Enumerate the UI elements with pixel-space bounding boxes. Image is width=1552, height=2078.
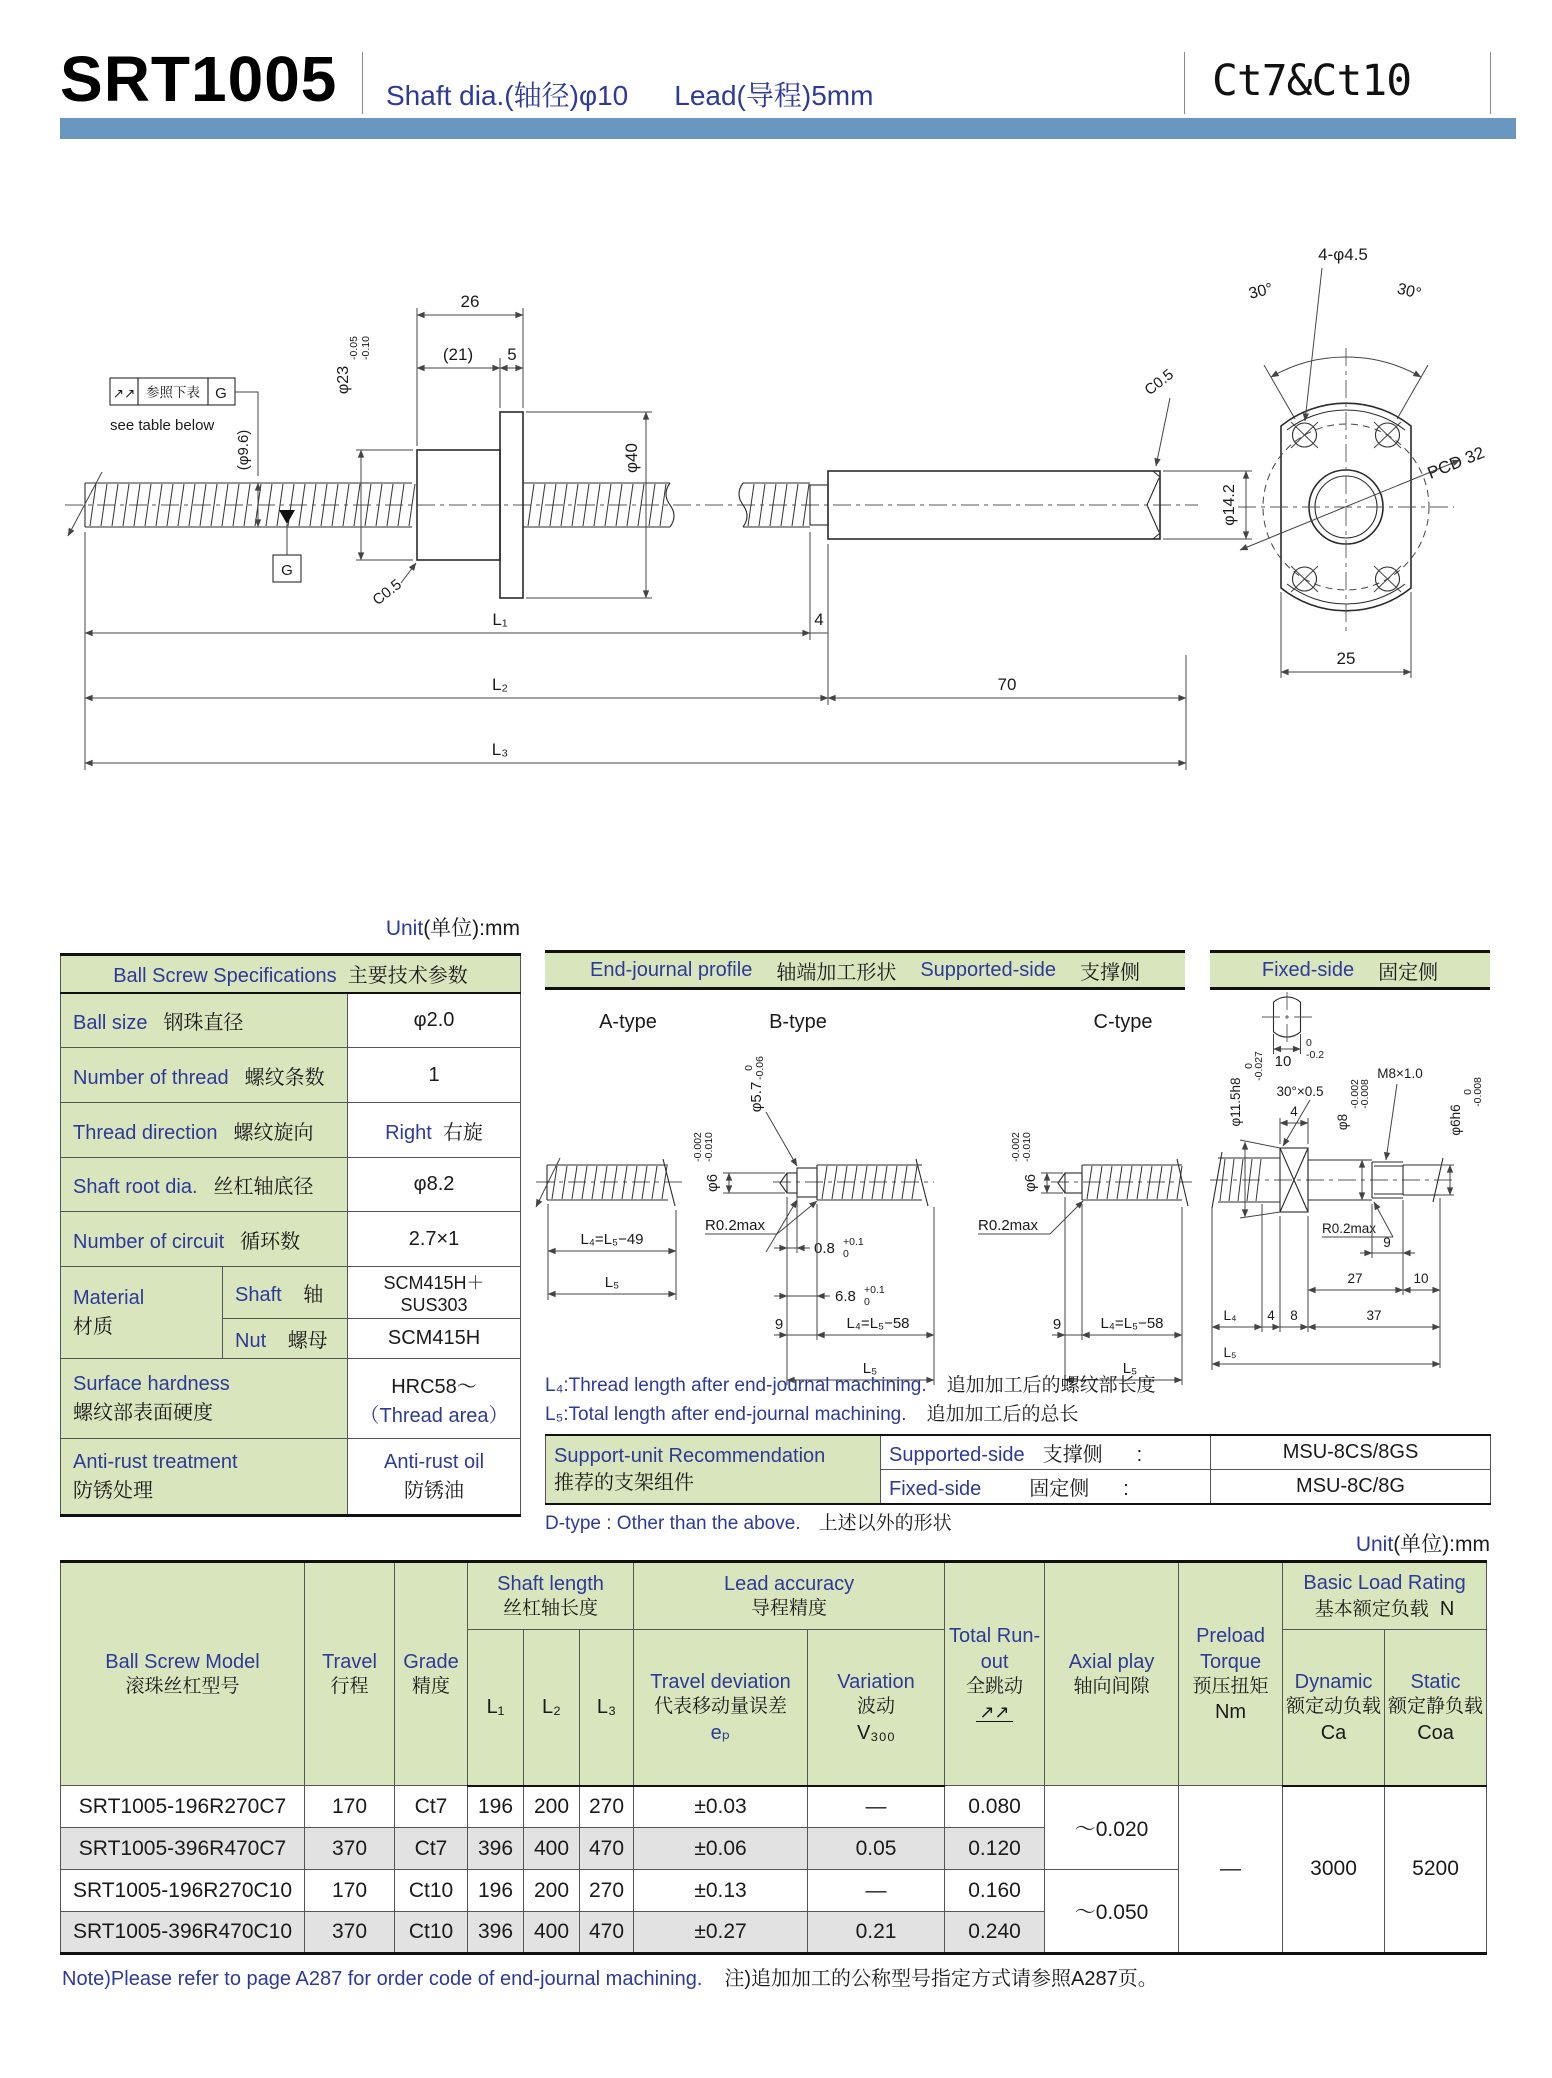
fixed-side-end-view xyxy=(1262,992,1324,1070)
fs-chamfer-dim: 30°×0.5 xyxy=(1276,1084,1324,1099)
end-journal-profiles-drawing xyxy=(530,1000,1190,1400)
fs-8-dim: 8 xyxy=(1290,1308,1298,1323)
l4-note: L₄:Thread length after end-journal machining. 追加加工后的螺纹部长度 xyxy=(545,1375,1156,1396)
fs-L5-dim: L₅ xyxy=(1223,1345,1237,1360)
fixed-side-section-header: Fixed-side 固定侧 xyxy=(1210,950,1490,990)
flange-end-view xyxy=(1238,245,1487,678)
see-table-below-label: see table below xyxy=(110,417,215,434)
support-unit-title: Support-unit Recommendation 推荐的支架组件 xyxy=(546,1435,881,1504)
dim-phi14-2: φ14.2 xyxy=(1221,484,1238,526)
col-header-preload: Preload Torque 预压扭矩 Nm xyxy=(1179,1562,1283,1786)
fs-10b-dim: 10 xyxy=(1413,1271,1429,1286)
fs-phi115-dim: φ11.5h8 xyxy=(1228,1077,1243,1127)
fs-phi8-tol-lower: -0.008 xyxy=(1359,1079,1371,1109)
b-type-label: B-type xyxy=(769,1011,827,1033)
fixed-side-journal-drawing xyxy=(1210,1051,1484,1370)
b-08-tol-lower: 0 xyxy=(843,1248,849,1260)
spec-table-title: Ball Screw Specifications 主要技术参数 xyxy=(61,955,521,993)
fs-10-tol-upper: 0 xyxy=(1306,1037,1312,1049)
c-phi6-dim: φ6 xyxy=(1022,1173,1039,1193)
fs-phi115-tol-lower: -0.027 xyxy=(1253,1051,1265,1081)
a-L4-dim: L₄=L₅−49 xyxy=(580,1231,644,1248)
supported-side-label: Supported-side 支撑侧 : xyxy=(881,1435,1211,1470)
col-header-L3: L₃ xyxy=(580,1630,634,1786)
dim-pcd32: PCD 32 xyxy=(1424,442,1488,483)
fixed-side-value: MSU-8C/8G xyxy=(1211,1470,1491,1505)
spec-thread-direction-label: Thread direction 螺纹旋向 xyxy=(61,1103,348,1158)
col-header-runout: Total Run-out 全跳动 ↗↗ xyxy=(945,1562,1045,1786)
dim-26: 26 xyxy=(460,292,480,311)
fs-phi6h6-dim: φ6h6 xyxy=(1448,1104,1463,1136)
d-type-note: D-type : Other than the above. 上述以外的形状 xyxy=(545,1513,952,1534)
datum-g-label: G xyxy=(215,385,227,402)
l5-note: L₅:Total length after end-journal machining. 追加加工后的总长 xyxy=(545,1404,1079,1425)
spec-antirust-value: Anti-rust oil 防锈油 xyxy=(348,1439,521,1516)
model-data-table xyxy=(60,1560,1487,1955)
c-phi6-tol-lower: -0.010 xyxy=(1021,1132,1033,1162)
a-L5-dim: L₅ xyxy=(604,1274,620,1291)
col-header-axial-play: Axial play 轴向间隙 xyxy=(1045,1562,1179,1786)
fs-phi6h6-tol-upper: 0 xyxy=(1462,1089,1474,1095)
fs-phi115-tol-upper: 0 xyxy=(1243,1063,1255,1069)
b-08-dim: 0.8 xyxy=(814,1240,835,1257)
fs-37-dim: 37 xyxy=(1366,1308,1382,1323)
end-journal-section-header: End-journal profile 轴端加工形状 Supported-side 支撑侧 xyxy=(545,950,1185,990)
axial-play-cell: ～0.020 xyxy=(1045,1786,1179,1870)
b-phi6-dim: φ6 xyxy=(704,1173,721,1193)
b-r02max-label: R0.2max xyxy=(705,1217,766,1234)
dim-25: 25 xyxy=(1336,649,1356,668)
roughness-arrows-icon: ↗↗ xyxy=(112,386,136,401)
b-phi57-tol-upper: 0 xyxy=(743,1065,755,1071)
c-L4-dim: L₄=L₅−58 xyxy=(1100,1315,1164,1332)
preload-cell: — xyxy=(1179,1786,1283,1954)
fs-r02max-label: R0.2max xyxy=(1322,1221,1377,1236)
dim-4-holes: 4-φ4.5 xyxy=(1318,245,1368,264)
page-subtitle xyxy=(386,74,919,114)
b-phi57-tol-lower: -0.06 xyxy=(754,1056,766,1080)
support-unit-table xyxy=(545,1434,1491,1505)
fs-4b-dim: 4 xyxy=(1267,1308,1275,1323)
spec-thread-direction-value: Right 右旋 xyxy=(348,1103,521,1158)
model-cell: SRT1005-196R270C10 xyxy=(61,1870,305,1912)
a-type-label: A-type xyxy=(599,1011,657,1033)
thread-hatch xyxy=(822,1166,917,1199)
main-technical-drawing xyxy=(60,200,1520,780)
dim-30deg-left: 30° xyxy=(1247,280,1275,303)
col-header-variation: Variation 波动 V₃₀₀ xyxy=(808,1630,945,1786)
col-header-travel: Travel 行程 xyxy=(305,1562,395,1786)
table-row: SRT1005-196R270C7 170 Ct7 196 200 270 ±0.03 — 0.080 ～0.020 — 3000 5200 xyxy=(61,1786,1487,1828)
b-L4-dim: L₄=L₅−58 xyxy=(846,1315,910,1332)
table-row: SRT1005-396R470C10 370 Ct10 396 400 470 ±0.27 0.21 0.240 xyxy=(61,1912,1487,1954)
fs-m8-dim: M8×1.0 xyxy=(1377,1066,1423,1081)
dim-phi23: φ23 xyxy=(335,365,352,395)
header-accent-bar xyxy=(60,118,1516,139)
dim-21: (21) xyxy=(442,345,474,364)
b-phi57-dim: φ5.7 xyxy=(748,1081,765,1113)
spec-hardness-label: Surface hardness 螺纹部表面硬度 xyxy=(61,1359,348,1439)
spec-thread-count-value: 1 xyxy=(348,1048,521,1103)
footer-note: Note)Please refer to page A287 for order code of end-journal machining. 注)追加加工的公称型号指定方式请参照A287页。 xyxy=(62,1968,1158,1990)
dynamic-load-cell: 3000 xyxy=(1283,1786,1385,1954)
accuracy-grade-label: Ct7&Ct10 xyxy=(1212,56,1412,106)
dim-5: 5 xyxy=(507,345,517,364)
supported-side-value: MSU-8CS/8GS xyxy=(1211,1435,1491,1470)
spec-material-nut-value: SCM415H xyxy=(348,1319,521,1359)
spec-material-shaft-label: Shaft 轴 xyxy=(223,1267,348,1319)
model-cell: SRT1005-396R470C7 xyxy=(61,1828,305,1870)
col-group-shaft-length: Shaft length 丝杠轴长度 xyxy=(468,1562,634,1630)
c-9-dim: 9 xyxy=(1052,1316,1062,1333)
c-phi6-tol-upper: -0.002 xyxy=(1010,1132,1022,1162)
dim-70: 70 xyxy=(997,675,1017,694)
dim-phi23-tol-upper: -0.05 xyxy=(348,336,360,360)
spec-material-shaft-value: SCM415H＋SUS303 xyxy=(348,1267,521,1319)
dim-phi40: φ40 xyxy=(622,443,641,473)
c-type-drawing xyxy=(978,1132,1192,1385)
fs-27-dim: 27 xyxy=(1347,1271,1363,1286)
spec-circuit-label: Number of circuit 循环数 xyxy=(61,1212,348,1267)
b-68-tol-lower: 0 xyxy=(864,1296,870,1308)
b-L5-dim: L₅ xyxy=(862,1360,878,1377)
dim-c05-nut: C0.5 xyxy=(369,576,405,609)
dim-L3: L₃ xyxy=(491,740,509,759)
c-r02max-label: R0.2max xyxy=(978,1217,1039,1234)
a-type-drawing xyxy=(536,1158,682,1300)
fs-phi8-tol-upper: -0.002 xyxy=(1349,1079,1361,1109)
spec-material-label: Material 材质 xyxy=(61,1267,223,1359)
model-cell: SRT1005-396R470C10 xyxy=(61,1912,305,1954)
col-header-static: Static 额定静负载 Coa xyxy=(1385,1630,1487,1786)
datum-callouts xyxy=(110,378,301,582)
spec-thread-count-label: Number of thread 螺纹条数 xyxy=(61,1048,348,1103)
b-68-dim: 6.8 xyxy=(835,1288,856,1305)
fs-phi8-dim: φ8 xyxy=(1335,1113,1350,1131)
dim-4: 4 xyxy=(814,610,824,629)
thread-hatch xyxy=(552,1166,667,1199)
b-9-dim: 9 xyxy=(774,1316,784,1333)
datum-g-box: G xyxy=(281,562,293,579)
c-type-label: C-type xyxy=(1093,1011,1153,1033)
b-08-tol-upper: +0.1 xyxy=(843,1236,864,1248)
unit-label: Unit(单位):mm xyxy=(385,917,520,940)
static-load-cell: 5200 xyxy=(1385,1786,1487,1954)
spec-antirust-label: Anti-rust treatment 防锈处理 xyxy=(61,1439,348,1516)
datum-target-triangle xyxy=(279,510,295,524)
fs-9-dim: 9 xyxy=(1383,1235,1391,1250)
header-divider xyxy=(1184,52,1185,114)
shaft-dia-label: Shaft dia.(轴径)φ10 xyxy=(386,80,629,111)
dim-30deg-right: 30° xyxy=(1395,280,1423,303)
spec-root-dia-value: φ8.2 xyxy=(348,1158,521,1212)
col-header-L2: L₂ xyxy=(524,1630,580,1786)
c-L5-dim: L₅ xyxy=(1122,1360,1138,1377)
table-row: SRT1005-396R470C7 370 Ct7 396 400 470 ±0.06 0.05 0.120 xyxy=(61,1828,1487,1870)
model-cell: SRT1005-196R270C7 xyxy=(61,1786,305,1828)
b-68-tol-upper: +0.1 xyxy=(864,1284,885,1296)
col-header-model: Ball Screw Model 滚珠丝杠型号 xyxy=(61,1562,305,1786)
spec-hardness-value: HRC58～ （Thread area） xyxy=(348,1359,521,1439)
ball-screw-spec-table xyxy=(60,953,521,1517)
fixed-side-drawing xyxy=(1210,990,1490,1390)
dim-c05-end: C0.5 xyxy=(1141,366,1177,399)
fs-L4-dim: L₄ xyxy=(1223,1308,1237,1323)
fixed-side-label: Fixed-side 固定侧 : xyxy=(881,1470,1211,1505)
ref-table-label: 参照下表 xyxy=(146,385,200,400)
spec-ball-size-value: φ2.0 xyxy=(348,993,521,1048)
b-phi6-tol-lower: -0.010 xyxy=(703,1132,715,1162)
spec-ball-size-label: Ball size 钢珠直径 xyxy=(61,993,348,1048)
dim-phi23-tol-lower: -0.10 xyxy=(360,336,372,360)
total-runout-icon: ↗↗ xyxy=(976,1703,1012,1722)
col-header-L1: L₁ xyxy=(468,1630,524,1786)
spec-circuit-value: 2.7×1 xyxy=(348,1212,521,1267)
lead-label: Lead(导程)5mm xyxy=(674,80,874,111)
fs-10-dim: 10 xyxy=(1274,1053,1292,1070)
fs-phi6h6-tol-lower: -0.008 xyxy=(1472,1077,1484,1107)
col-header-dynamic: Dynamic 额定动负载 Ca xyxy=(1283,1630,1385,1786)
fs-4-top-dim: 4 xyxy=(1290,1104,1298,1119)
fs-10-tol-lower: -0.2 xyxy=(1306,1049,1325,1061)
page-title: SRT1005 xyxy=(60,43,338,115)
spec-root-dia-label: Shaft root dia. 丝杠轴底径 xyxy=(61,1158,348,1212)
col-header-grade: Grade 精度 xyxy=(395,1562,468,1786)
header-divider xyxy=(1490,52,1491,114)
thread-hatch xyxy=(1087,1166,1182,1199)
header-divider xyxy=(362,52,363,114)
unit-label: Unit(单位):mm xyxy=(1355,1533,1490,1556)
axial-play-cell: ～0.050 xyxy=(1045,1870,1179,1954)
spec-material-nut-label: Nut 螺母 xyxy=(223,1319,348,1359)
col-header-travel-deviation: Travel deviation 代表移动量误差 eₚ xyxy=(634,1630,808,1786)
dim-phi9-6: (φ9.6) xyxy=(235,429,252,471)
side-view-dimensions xyxy=(85,292,1252,770)
table-row: SRT1005-196R270C10 170 Ct10 196 200 270 ±0.13 — 0.160 ～0.050 xyxy=(61,1870,1487,1912)
col-group-load-rating: Basic Load Rating 基本额定负载 N xyxy=(1283,1562,1487,1630)
dim-L2: L₂ xyxy=(491,675,509,694)
dim-L1: L₁ xyxy=(492,610,508,629)
col-group-lead-accuracy: Lead accuracy 导程精度 xyxy=(634,1562,945,1630)
b-phi6-tol-upper: -0.002 xyxy=(692,1132,704,1162)
b-type-drawing xyxy=(692,1056,934,1385)
